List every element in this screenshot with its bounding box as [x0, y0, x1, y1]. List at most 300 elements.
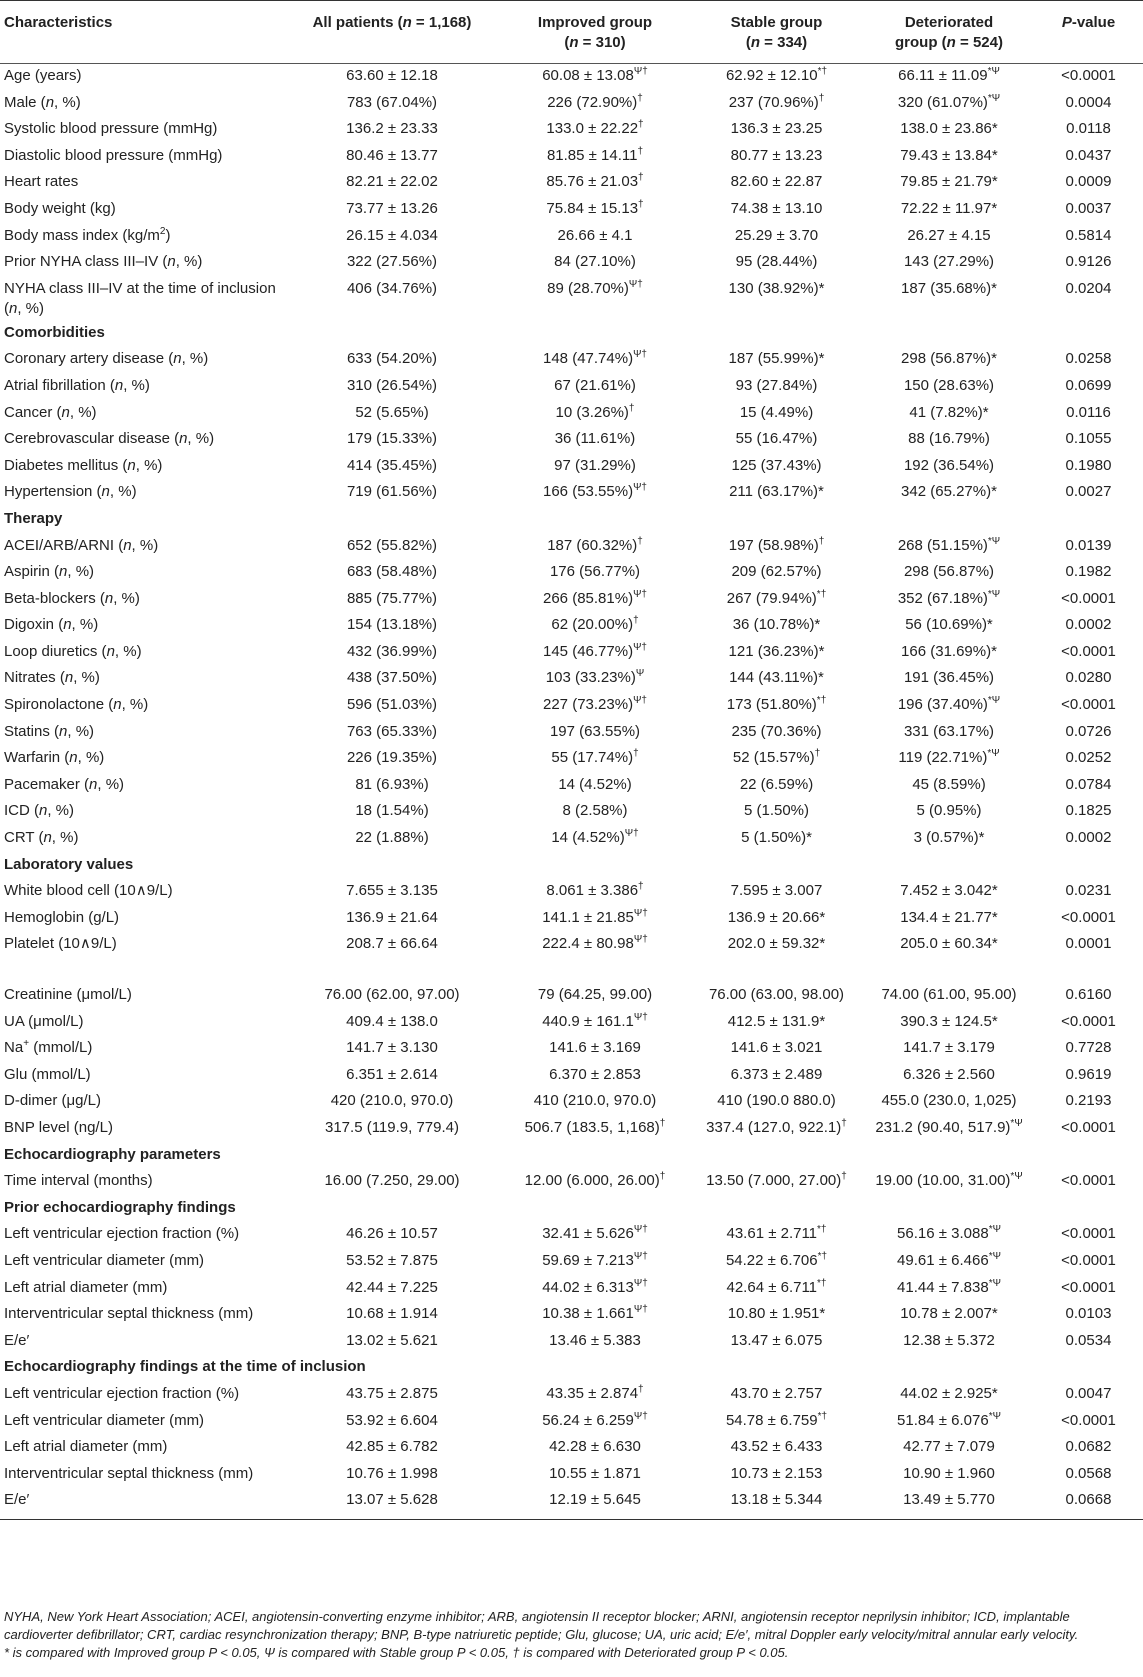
cell-stable-group: 74.38 ± 13.10 [730, 199, 823, 217]
section-row [0, 1355, 1143, 1382]
cell-stable-group: 267 (79.94%)*† [726, 588, 827, 607]
table-row [0, 1409, 1143, 1436]
cell-stable-group: 42.64 ± 6.711*† [726, 1277, 827, 1296]
row-label: Left ventricular ejection fraction (%) [4, 1384, 240, 1402]
significance-mark: Ψ [635, 668, 645, 680]
cell-deteriorated-group: $56.16 \pm 3.088^{*\Psi}$ [897, 1224, 1001, 1243]
cell-p-value: 0.0002 [1065, 829, 1112, 847]
row-label: Diabetes mellitus (n, %) [4, 456, 163, 474]
cell-improved-group: 14 (4.52%) [558, 775, 632, 793]
cell-improved-group: 12.19 ± 5.645 [501, 1488, 689, 1519]
cell-stable-group: 136.3 ± 23.25 [730, 120, 823, 138]
cell-stable-group: 13.50 (7.000, 27.00)† [706, 1171, 847, 1190]
row-label: UA (μmol/L) [4, 1012, 84, 1030]
row-label: Age (years) [4, 67, 82, 84]
table-body [0, 64, 1143, 1520]
cell-p-value: <0.0001 [1061, 1411, 1116, 1429]
significance-mark: Ψ† [633, 907, 648, 919]
cell-stable-group: 36 (10.78%)* [732, 616, 821, 634]
cell-improved-group: 13.46 ± 5.383 [549, 1331, 641, 1349]
cell-stable-group: 5 (1.50%)* [741, 829, 812, 847]
cell-improved-group: 226 (72.90%)† [547, 92, 643, 111]
cell-all-patients: 432 (36.99%) [346, 642, 438, 660]
cell-p-value: 0.0139 [1065, 536, 1112, 554]
significance-mark: *† [817, 1224, 827, 1236]
table-row [0, 587, 1143, 614]
row-label: Platelet (10∧9/L) [4, 935, 117, 953]
cell-all-patients: 226 (19.35%) [346, 749, 438, 767]
cell-deteriorated-group: 141.7 ± 3.179 [903, 1039, 995, 1057]
cell-deteriorated-group: 10.78 ± 2.007* [900, 1305, 998, 1323]
cell-stable-group: 136.9 ± 20.66* [727, 908, 826, 926]
significance-mark: † [638, 1383, 644, 1395]
row-label: Systolic blood pressure (mmHg) [4, 120, 218, 138]
cell-all-patients: 310 (26.54%) [346, 376, 438, 394]
cell-deteriorated-group: 79.85 ± 21.79* [900, 173, 998, 191]
cell-improved-group: 84 (27.10%) [554, 253, 636, 271]
section-row [0, 1143, 1143, 1170]
row-label: Beta-blockers (n, %) [4, 589, 140, 607]
cell-stable-group: 410 (190.0 880.0) [717, 1092, 836, 1110]
cell-deteriorated-group: $51.84 \pm 6.076^{*\Psi}$ [897, 1410, 1001, 1429]
cell-improved-group: 10 (3.26%)† [555, 402, 635, 421]
cell-deteriorated-group: 298 (56.87%)* [901, 350, 997, 368]
cell-all-patients: 322 (27.56%) [346, 253, 438, 271]
cell-deteriorated-group: 196 $(37.40\%)^{*\Psi}$ [897, 695, 1001, 714]
cell-deteriorated-group: 191 (36.45%) [903, 669, 995, 687]
cell-improved-group: 166 $(53.55\%)^{\Psi\dagger}$ [543, 482, 647, 501]
cell-p-value: 0.0004 [1065, 93, 1112, 111]
cell-stable-group: 10.73 ± 2.153 [730, 1464, 823, 1482]
cell-improved-group: 97 (31.29%) [554, 456, 636, 474]
cell-stable-group: 13.18 ± 5.344 [689, 1488, 864, 1519]
section-row [0, 321, 1143, 348]
cell-p-value: <0.0001 [1061, 1012, 1116, 1030]
cell-stable-group: 62.92 ± 12.10*† [725, 66, 828, 84]
table-row [0, 666, 1143, 693]
cell-all-patients: 13.02 ± 5.621 [346, 1331, 438, 1349]
significance-mark: *Ψ [988, 1277, 1001, 1289]
cell-p-value: 0.1055 [1065, 430, 1112, 448]
row-label: Atrial fibrillation (n, %) [4, 376, 150, 394]
cell-deteriorated-group: 12.38 ± 5.372 [903, 1331, 995, 1349]
cell-stable-group: 43.52 ± 6.433 [730, 1438, 823, 1456]
section-heading: Therapy [4, 509, 63, 527]
cell-deteriorated-group: 72.22 ± 11.97* [900, 199, 998, 217]
significance-mark: Ψ† [633, 934, 648, 946]
row-label: Digoxin (n, %) [4, 616, 99, 634]
cell-p-value: 0.0116 [1066, 403, 1111, 421]
cell-stable-group: 10.80 ± 1.951* [727, 1305, 826, 1323]
row-label: Diastolic blood pressure (mmHg) [4, 146, 223, 164]
significance-mark: † [633, 748, 639, 760]
cell-all-patients: 16.00 (7.250, 29.00) [324, 1172, 460, 1190]
cell-all-patients: 409.4 ± 138.0 [346, 1012, 438, 1030]
table-row [0, 117, 1143, 144]
significance-mark: *Ψ [988, 1224, 1001, 1236]
table-row [0, 879, 1143, 906]
significance-mark: Ψ† [633, 641, 647, 653]
cell-p-value: 0.2193 [1065, 1092, 1112, 1110]
cell-improved-group: 62 (20.00%)† [551, 615, 639, 634]
row-label: Pacemaker (n, %) [4, 775, 125, 793]
cell-deteriorated-group: 143 (27.29%) [903, 253, 995, 271]
cell-stable-group: 412.5 ± 131.9* [727, 1012, 826, 1030]
cell-stable-group: 54.22 ± 6.706*† [725, 1250, 828, 1269]
cell-all-patients: 10.76 ± 1.998 [346, 1464, 438, 1482]
cell-all-patients: 22 (1.88%) [355, 829, 429, 847]
row-label: Glu (mmol/L) [4, 1065, 91, 1083]
cell-deteriorated-group: 19.00 (10.00, 31.00)$^{*\Psi}$ [875, 1171, 1023, 1190]
cell-all-patients: 719 (61.56%) [346, 483, 438, 501]
cell-p-value: 0.9619 [1065, 1065, 1112, 1083]
cell-all-patients: 763 (65.33%) [346, 722, 438, 740]
cell-p-value: <0.0001 [1061, 1278, 1116, 1296]
cell-improved-group: 42.28 ± 6.630 [549, 1438, 641, 1456]
row-label: Warfarin (n, %) [4, 749, 105, 767]
cell-all-patients: 179 (15.33%) [346, 430, 438, 448]
cell-deteriorated-group: 41 (7.82%)* [909, 403, 989, 421]
significance-mark: *Ψ [988, 1250, 1001, 1262]
cell-improved-group: $60.08 \pm 13.08^{\Psi\dagger}$ [542, 66, 648, 84]
cell-improved-group: 8 (2.58%) [562, 802, 628, 820]
section-heading: Echocardiography parameters [4, 1145, 221, 1163]
cell-deteriorated-group: 231.2 (90.40, 517.9)$^{*\Psi}$ [875, 1117, 1023, 1136]
cell-all-patients: 6.351 ± 2.614 [346, 1065, 438, 1083]
row-label: Body weight (kg) [4, 199, 116, 217]
cell-deteriorated-group: 56 (10.69%)* [905, 616, 993, 634]
cell-all-patients: 885 (75.77%) [346, 589, 438, 607]
table-row [0, 693, 1143, 720]
section-row [0, 1196, 1143, 1223]
footnote-abbreviations: NYHA, New York Heart Association; ACEI, angiotensin-converting enzyme inhibitor; ARB, angiotensin II receptor blocker; ARNI, angiotensin receptor neprilysin inhibitor; ICD, implantable cardioverter defibrillator; CRT, cardiac resynchronization therapy; BNP, B-type natriuretic peptide; Glu, glucose; UA, uric acid; E/e′, mitral Doppler early velocity/mitral annular early velocity. [4, 1609, 1079, 1642]
cell-stable-group: 7.595 ± 3.007 [730, 882, 823, 900]
cell-p-value: <0.0001 [1061, 696, 1116, 714]
significance-mark: † [841, 1171, 847, 1183]
cell-deteriorated-group: 74.00 (61.00, 95.00) [881, 986, 1017, 1003]
table-row [0, 1462, 1143, 1489]
cell-p-value: 0.0001 [1065, 935, 1112, 953]
significance-mark: Ψ† [633, 1250, 648, 1262]
significance-mark: *Ψ [987, 535, 1001, 547]
table-row [0, 932, 1143, 959]
table-row [0, 401, 1143, 428]
table-row [0, 374, 1143, 401]
table-row [0, 277, 1143, 321]
cell-deteriorated-group: 166 (31.69%)* [901, 642, 997, 660]
cell-improved-group: 14 $(4.52\%)^{\Psi\dagger}$ [551, 828, 639, 847]
cell-improved-group: 266 $(85.81\%)^{\Psi\dagger}$ [543, 588, 647, 607]
cell-deteriorated-group: 119 $(22.71\%)^{*\Psi}$ [898, 748, 1000, 767]
cell-p-value: <0.0001 [1061, 67, 1116, 84]
section-heading: Comorbidities [4, 323, 105, 341]
cell-all-patients: 633 (54.20%) [346, 350, 438, 368]
cell-deteriorated-group: 192 (36.54%) [903, 456, 995, 474]
table-row [0, 1063, 1143, 1090]
significance-mark: † [818, 92, 825, 104]
cell-all-patients: 82.21 ± 22.02 [346, 173, 438, 191]
row-label: Cancer (n, %) [4, 403, 97, 421]
significance-mark: † [638, 119, 644, 131]
header-characteristics: Characteristics [0, 1, 283, 64]
row-label: CRT (n, %) [4, 829, 79, 847]
cell-stable-group: 43.61 ± 2.711*† [726, 1224, 827, 1243]
cell-improved-group: 148 $(47.74\%)^{\Psi\dagger}$ [543, 349, 647, 368]
row-label: Prior NYHA class III–IV (n, %) [4, 253, 203, 271]
cell-improved-group: $44.02 \pm 6.313^{\Psi\dagger}$ [542, 1277, 648, 1296]
cell-improved-group: $222.4 \pm 80.98^{\Psi\dagger}$ [542, 934, 648, 953]
row-label: Creatinine (μmol/L) [4, 986, 132, 1003]
cell-improved-group: 197 (63.55%) [549, 722, 641, 740]
cell-p-value: 0.0568 [1065, 1464, 1112, 1482]
row-label: Aspirin (n, %) [4, 563, 95, 581]
significance-mark: *† [817, 1250, 828, 1262]
cell-deteriorated-group: 42.77 ± 7.079 [903, 1438, 995, 1456]
cell-stable-group: 130 (38.92%)* [728, 279, 825, 297]
row-label: NYHA class III–IV at the time of inclusion (n, %) [4, 279, 276, 317]
significance-mark: Ψ† [633, 1277, 648, 1289]
row-label: Interventricular septal thickness (mm) [4, 1464, 254, 1482]
cell-p-value: 0.0726 [1065, 722, 1112, 740]
row-label: Cerebrovascular disease (n, %) [4, 430, 215, 448]
cell-stable-group: 144 (43.11%)* [729, 669, 824, 687]
table-row [0, 1302, 1143, 1329]
row-label: Hemoglobin (g/L) [4, 908, 120, 926]
table-row [0, 224, 1143, 251]
cell-all-patients: 42.44 ± 7.225 [346, 1278, 438, 1296]
cell-p-value: <0.0001 [1061, 589, 1116, 607]
row-label: E/e′ [4, 1331, 30, 1349]
table-row [0, 1116, 1143, 1143]
cell-stable-group: 197 (58.98%)† [728, 535, 825, 554]
row-label: White blood cell (10∧9/L) [4, 882, 173, 900]
significance-mark: † [659, 1117, 666, 1129]
cell-deteriorated-group: 13.49 ± 5.770 [864, 1488, 1034, 1519]
table-row [0, 1249, 1143, 1276]
significance-mark: † [637, 92, 643, 104]
cell-improved-group: 55 (17.74%)† [551, 748, 639, 767]
cell-all-patients: 53.52 ± 7.875 [346, 1251, 438, 1269]
table-row [0, 91, 1143, 118]
significance-mark: Ψ† [624, 828, 639, 840]
table-row [0, 640, 1143, 667]
cell-stable-group: 93 (27.84%) [735, 376, 818, 394]
cell-p-value: 0.0252 [1065, 749, 1112, 767]
cell-p-value: 0.0699 [1065, 376, 1112, 394]
significance-mark: † [841, 1117, 847, 1129]
cell-improved-group: 141.6 ± 3.169 [549, 1039, 641, 1057]
table-row [0, 170, 1143, 197]
significance-mark: Ψ† [633, 349, 647, 361]
cell-stable-group: 25.29 ± 3.70 [734, 226, 819, 244]
row-label: Body mass index $(kg/m^2)$ [4, 225, 171, 244]
cell-p-value: 0.0231 [1065, 882, 1112, 900]
cell-improved-group: $440.9 \pm 161.1^{\Psi\dagger}$ [542, 1011, 648, 1030]
row-label: ICD (n, %) [4, 802, 75, 820]
cell-improved-group: 133.0 ± 22.22† [546, 119, 644, 138]
significance-mark: Ψ† [633, 66, 648, 77]
cell-all-patients: 80.46 ± 13.77 [346, 146, 438, 164]
cell-all-patients: 46.26 ± 10.57 [346, 1225, 438, 1243]
significance-mark: *Ψ [987, 92, 1001, 104]
cell-p-value: 0.0103 [1065, 1305, 1112, 1323]
table-row [0, 197, 1143, 224]
significance-mark: † [628, 402, 635, 414]
cell-all-patients: 18 (1.54%) [355, 802, 429, 820]
section-row [0, 853, 1143, 880]
header-deteriorated-group: Deteriorated group (n = 524) [864, 1, 1034, 64]
row-label: Heart rates [4, 173, 79, 191]
cell-p-value: 0.0002 [1065, 616, 1112, 634]
row-label: Left atrial diameter (mm) [4, 1278, 168, 1296]
cell-deteriorated-group: 320 $(61.07\%)^{*\Psi}$ [897, 92, 1001, 111]
cell-improved-group: 103 $(33.23\%)^\Psi$ [545, 668, 645, 687]
table-row [0, 1089, 1143, 1116]
significance-mark: Ψ† [633, 482, 647, 494]
row-label: Left atrial diameter (mm) [4, 1438, 168, 1456]
significance-mark: † [818, 535, 825, 547]
cell-improved-group: 67 (21.61%) [554, 376, 636, 394]
table-row [0, 1435, 1143, 1462]
significance-mark: † [659, 1171, 666, 1183]
cell-p-value: <0.0001 [1061, 642, 1116, 660]
cell-p-value: <0.0001 [1061, 1172, 1116, 1190]
table-row [0, 1382, 1143, 1409]
cell-deteriorated-group: 134.4 ± 21.77* [900, 908, 998, 926]
cell-p-value: 0.9126 [1065, 253, 1112, 271]
cell-p-value: 0.0682 [1065, 1438, 1112, 1456]
row-label: Time interval (months) [4, 1172, 153, 1190]
cell-p-value: 0.0437 [1065, 146, 1112, 164]
table-row [0, 1169, 1143, 1196]
cell-all-patients: 63.60 ± 12.18 [346, 67, 438, 84]
significance-mark: † [814, 748, 821, 760]
cell-p-value: 0.1825 [1065, 802, 1112, 820]
significance-mark: *Ψ [987, 588, 1001, 600]
cell-p-value: 0.0204 [1065, 279, 1112, 297]
significance-mark: † [637, 535, 643, 547]
cell-p-value: 0.7728 [1065, 1039, 1112, 1057]
significance-mark: † [638, 198, 644, 210]
cell-all-patients: 317.5 (119.9, 779.4) [325, 1118, 459, 1136]
cell-deteriorated-group: 342 (65.27%)* [901, 483, 997, 501]
cell-improved-group: 85.76 ± 21.03† [546, 172, 644, 191]
significance-mark: Ψ† [628, 278, 643, 290]
cell-improved-group: 12.00 (6.000, 26.00)† [524, 1171, 666, 1190]
cell-p-value: <0.0001 [1061, 1225, 1116, 1243]
significance-mark: *† [816, 695, 827, 707]
cell-deteriorated-group: $66.11 \pm 11.09^{*\Psi}$ [898, 66, 1000, 84]
cell-all-patients: 81 (6.93%) [355, 775, 429, 793]
cell-p-value: <0.0001 [1061, 1251, 1116, 1269]
row-label: Hypertension (n, %) [4, 483, 137, 501]
cell-p-value: 0.0118 [1066, 120, 1111, 138]
table-row [0, 1010, 1143, 1037]
table-row [0, 144, 1143, 171]
cell-stable-group: 125 (37.43%) [731, 456, 822, 474]
cell-p-value: 0.0027 [1065, 483, 1112, 501]
cell-deteriorated-group: 45 (8.59%) [912, 775, 986, 793]
significance-mark: *† [817, 1277, 827, 1289]
table-row [0, 1276, 1143, 1303]
cell-stable-group: 173 (51.80%)*† [726, 695, 827, 714]
cell-p-value: 0.0668 [1034, 1488, 1143, 1519]
significance-mark: † [638, 881, 644, 893]
cell-p-value: 0.0784 [1065, 775, 1112, 793]
cell-p-value: 0.1980 [1065, 456, 1112, 474]
cell-deteriorated-group: 7.452 ± 3.042* [900, 882, 998, 900]
cell-improved-group: 79 (64.25, 99.00) [537, 986, 653, 1003]
cell-improved-group: 8.061 ± 3.386† [546, 881, 644, 900]
cell-stable-group: 13.47 ± 6.075 [730, 1331, 823, 1349]
section-row [0, 507, 1143, 534]
cell-stable-group: 187 (55.99%)* [728, 350, 825, 368]
table-row [0, 1036, 1143, 1063]
cell-all-patients: 438 (37.50%) [346, 669, 438, 687]
cell-all-patients: 43.75 ± 2.875 [346, 1384, 438, 1402]
row-label: Spironolactone (n, %) [4, 696, 149, 714]
cell-improved-group: 6.370 ± 2.853 [549, 1065, 641, 1083]
table-row [0, 250, 1143, 277]
significance-mark: *† [817, 1410, 828, 1422]
table-footnote [4, 1608, 1139, 1662]
cell-deteriorated-group: $49.61 \pm 6.466^{*\Psi}$ [897, 1250, 1001, 1269]
cell-all-patients: 154 (13.18%) [346, 616, 438, 634]
cell-improved-group: 36 (11.61%) [554, 430, 636, 448]
cell-all-patients: 406 (34.76%) [346, 279, 438, 297]
header-p-value: P-value [1034, 1, 1143, 64]
cell-deteriorated-group: 138.0 ± 23.86* [900, 120, 998, 138]
cell-stable-group: 22 (6.59%) [739, 775, 814, 793]
row-label: Left ventricular diameter (mm) [4, 1251, 205, 1269]
cell-deteriorated-group: 390.3 ± 124.5* [900, 1012, 998, 1030]
cell-all-patients: 13.07 ± 5.628 [283, 1488, 501, 1519]
cell-p-value: 0.0047 [1065, 1384, 1112, 1402]
cell-improved-group: $141.1 \pm 21.85^{\Psi\dagger}$ [542, 907, 648, 926]
cell-deteriorated-group: 26.27 ± 4.15 [907, 226, 991, 244]
row-label: Interventricular septal thickness (mm) [4, 1305, 254, 1323]
row-label: D-dimer (μg/L) [4, 1092, 101, 1110]
cell-stable-group: 6.373 ± 2.489 [730, 1065, 823, 1083]
table-row [0, 720, 1143, 747]
cell-stable-group: 55 (16.47%) [735, 430, 818, 448]
row-label: E/e′ [0, 1488, 283, 1519]
row-label: Male (n, %) [4, 93, 81, 111]
significance-mark: Ψ† [633, 1304, 648, 1316]
table-row [0, 427, 1143, 454]
cell-all-patients: 141.7 ± 3.130 [346, 1039, 438, 1057]
cell-p-value: 0.0258 [1065, 350, 1112, 368]
row-label: Na+ (mmol/L) [4, 1038, 93, 1057]
significance-mark: *† [816, 588, 827, 600]
cell-improved-group: 89 $(28.70\%)^{\Psi\dagger}$ [547, 278, 643, 297]
table-row [0, 906, 1143, 933]
significance-mark: *Ψ [988, 1410, 1001, 1422]
cell-stable-group: 337.4 (127.0, 922.1)† [706, 1117, 847, 1136]
cell-stable-group: 54.78 ± 6.759*† [725, 1410, 828, 1429]
cell-stable-group: 5 (1.50%) [743, 802, 810, 820]
cell-deteriorated-group: 79.43 ± 13.84* [900, 146, 998, 164]
significance-mark: Ψ† [633, 695, 647, 707]
cell-deteriorated-group: 10.90 ± 1.960 [903, 1464, 995, 1482]
cell-stable-group: 82.60 ± 22.87 [730, 173, 823, 191]
section-heading: Echocardiography findings at the time of inclusion [4, 1358, 366, 1376]
table-row [0, 613, 1143, 640]
table-row [0, 560, 1143, 587]
significance-mark: *Ψ [1010, 1117, 1023, 1129]
cell-improved-group: $56.24 \pm 6.259^{\Psi\dagger}$ [542, 1410, 648, 1429]
table-row [0, 1488, 1143, 1519]
